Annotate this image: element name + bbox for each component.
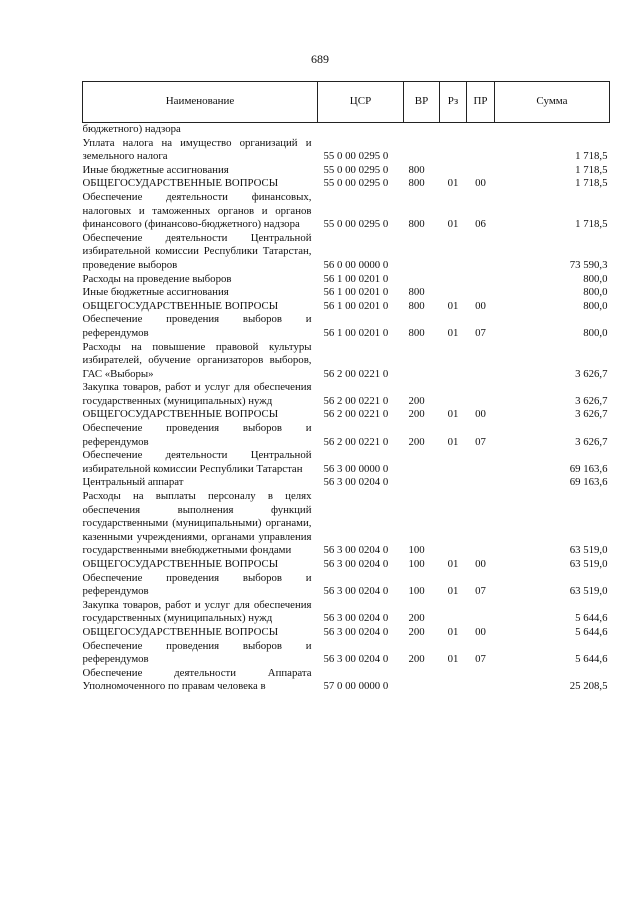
row-pr xyxy=(467,164,495,178)
row-rz xyxy=(440,137,467,164)
row-rz: 01 xyxy=(447,218,459,231)
row-sum: 63 519,0 xyxy=(569,585,608,598)
table-row xyxy=(83,572,610,599)
row-rz: 01 xyxy=(447,653,459,666)
table-row xyxy=(83,313,610,340)
row-pr: 00 xyxy=(475,558,486,570)
row-sum: 63 519,0 xyxy=(569,558,608,570)
row-vr: 800 xyxy=(408,326,425,339)
row-vr xyxy=(404,137,440,164)
row-rz: 01 xyxy=(447,558,459,570)
budget-table xyxy=(82,81,610,694)
row-sum: 5 644,6 xyxy=(575,625,608,638)
table-row xyxy=(83,273,610,287)
table-row xyxy=(83,341,610,382)
header-vr: ВР xyxy=(404,82,440,123)
table-row xyxy=(83,449,610,476)
row-name: Обеспечение деятельности Центральной избирательной комиссии Республики Татарстан, проведение выборов xyxy=(82,231,312,271)
row-vr xyxy=(404,667,440,694)
row-vr xyxy=(404,449,440,476)
row-pr xyxy=(467,286,495,300)
row-vr xyxy=(404,341,440,382)
row-name: ОБЩЕГОСУДАРСТВЕННЫЕ ВОПРОСЫ xyxy=(82,177,279,190)
row-rz xyxy=(440,476,467,490)
row-pr: 07 xyxy=(475,435,486,448)
row-csr: 56 3 00 0204 0 xyxy=(323,476,389,489)
row-vr: 200 xyxy=(408,612,425,625)
header-name: Наименование xyxy=(83,82,318,123)
row-vr: 800 xyxy=(408,177,425,190)
row-pr xyxy=(467,341,495,382)
row-name: бюджетного) надзора xyxy=(82,123,181,135)
row-sum: 800,0 xyxy=(583,286,608,299)
row-csr: 56 3 00 0204 0 xyxy=(323,585,389,598)
row-rz xyxy=(440,123,467,137)
table-row xyxy=(83,599,610,626)
row-vr: 800 xyxy=(408,299,425,312)
row-name: Расходы на проведение выборов xyxy=(82,272,232,285)
row-sum: 3 626,7 xyxy=(575,408,608,421)
row-vr: 100 xyxy=(408,544,425,557)
row-name: Закупка товаров, работ и услуг для обеспечения государственных (муниципальных) нужд xyxy=(82,598,312,625)
table-row xyxy=(83,123,610,137)
row-pr xyxy=(467,667,495,694)
row-pr xyxy=(467,476,495,490)
row-vr: 800 xyxy=(408,163,425,176)
row-csr: 56 2 00 0221 0 xyxy=(323,435,389,448)
row-name: ОБЩЕГОСУДАРСТВЕННЫЕ ВОПРОСЫ xyxy=(82,625,279,638)
row-name: Расходы на повышение правовой культуры избирателей, обучение организаторов выборов, ГАС «Выборы» xyxy=(82,340,312,380)
row-vr: 200 xyxy=(408,435,425,448)
table-row xyxy=(83,137,610,164)
row-pr xyxy=(467,273,495,287)
row-name: Обеспечение деятельности Центральной избирательной комиссии Республики Татарстан xyxy=(82,449,312,475)
row-pr: 07 xyxy=(475,653,486,666)
row-csr: 55 0 00 0295 0 xyxy=(323,218,389,231)
table-row xyxy=(83,300,610,314)
row-rz: 01 xyxy=(447,326,459,339)
row-vr xyxy=(404,273,440,287)
row-sum: 25 208,5 xyxy=(569,680,608,693)
row-rz xyxy=(440,232,467,273)
row-rz: 01 xyxy=(447,625,459,638)
row-name: Центральный аппарат xyxy=(82,476,184,489)
row-sum: 69 163,6 xyxy=(569,476,608,489)
row-vr: 200 xyxy=(408,653,425,666)
row-csr: 56 3 00 0204 0 xyxy=(323,625,389,638)
row-name: Закупка товаров, работ и услуг для обеспечения государственных (муниципальных) нужд xyxy=(82,381,312,407)
row-vr: 200 xyxy=(408,394,425,407)
row-name: Иные бюджетные ассигнования xyxy=(82,286,229,299)
row-vr xyxy=(404,123,440,137)
row-sum: 1 718,5 xyxy=(575,218,608,231)
header-csr: ЦСР xyxy=(318,82,404,123)
row-pr: 00 xyxy=(475,625,486,638)
row-csr: 57 0 00 0000 0 xyxy=(323,680,389,693)
row-rz xyxy=(440,286,467,300)
table-row xyxy=(83,490,610,558)
row-rz xyxy=(440,599,467,626)
row-sum: 800,0 xyxy=(583,272,608,285)
row-pr xyxy=(467,137,495,164)
header-pr: ПР xyxy=(467,82,495,123)
row-vr: 200 xyxy=(408,625,425,638)
row-name: ОБЩЕГОСУДАРСТВЕННЫЕ ВОПРОСЫ xyxy=(82,299,279,312)
table-row xyxy=(83,232,610,273)
row-csr: 55 0 00 0295 0 xyxy=(323,177,389,190)
row-name: ОБЩЕГОСУДАРСТВЕННЫЕ ВОПРОСЫ xyxy=(82,558,279,570)
header-row xyxy=(83,82,610,123)
row-rz xyxy=(440,667,467,694)
row-sum: 63 519,0 xyxy=(569,544,608,557)
row-vr xyxy=(404,476,440,490)
row-csr: 56 3 00 0000 0 xyxy=(323,462,389,475)
row-name: Обеспечение проведения выборов и референдумов xyxy=(82,571,312,598)
header-rz: Рз xyxy=(440,82,467,123)
row-rz xyxy=(440,341,467,382)
row-sum: 1 718,5 xyxy=(575,150,608,163)
row-rz: 01 xyxy=(447,585,459,598)
table-body xyxy=(83,123,610,694)
row-vr: 100 xyxy=(408,558,425,570)
page-number: 689 xyxy=(311,52,329,66)
row-name: Обеспечение проведения выборов и референдумов xyxy=(82,422,312,448)
row-rz: 01 xyxy=(447,177,459,190)
row-csr: 56 2 00 0221 0 xyxy=(323,367,389,380)
row-name: Обеспечение проведения выборов и референдумов xyxy=(82,639,312,666)
row-csr: 56 1 00 0201 0 xyxy=(323,272,389,285)
row-rz xyxy=(440,164,467,178)
row-csr: 56 3 00 0204 0 xyxy=(323,612,389,625)
table-row xyxy=(83,381,610,408)
row-csr: 55 0 00 0295 0 xyxy=(323,163,389,176)
row-rz xyxy=(440,273,467,287)
table-row xyxy=(83,558,610,572)
row-sum: 3 626,7 xyxy=(575,367,608,380)
row-sum: 3 626,7 xyxy=(575,394,608,407)
row-sum xyxy=(495,123,610,137)
row-csr: 56 2 00 0221 0 xyxy=(323,408,389,421)
row-name: Иные бюджетные ассигнования xyxy=(82,163,229,176)
row-rz xyxy=(440,490,467,558)
row-rz xyxy=(440,449,467,476)
table-row xyxy=(83,408,610,422)
row-pr xyxy=(467,490,495,558)
row-vr xyxy=(404,232,440,273)
row-pr: 06 xyxy=(475,218,486,231)
row-pr xyxy=(467,449,495,476)
row-name: Расходы на выплаты персоналу в целях обеспечения выполнения функций государственными (муниципальными) органами, казенными учреждениями, органами управления государственными внебюджетными фондами xyxy=(82,490,312,557)
row-name: Обеспечение проведения выборов и референдумов xyxy=(82,313,312,339)
table-row xyxy=(83,164,610,178)
row-rz: 01 xyxy=(447,435,459,448)
row-sum: 3 626,7 xyxy=(575,435,608,448)
row-sum: 1 718,5 xyxy=(575,177,608,190)
row-sum: 5 644,6 xyxy=(575,612,608,625)
row-sum: 800,0 xyxy=(583,299,608,312)
table-row xyxy=(83,476,610,490)
row-pr xyxy=(467,599,495,626)
row-csr xyxy=(318,123,404,137)
table-row xyxy=(83,626,610,640)
row-pr: 07 xyxy=(475,585,486,598)
table-header xyxy=(83,82,610,123)
row-sum: 5 644,6 xyxy=(575,653,608,666)
row-name: Обеспечение деятельности Аппарата Уполномоченного по правам человека в xyxy=(82,666,312,693)
row-pr: 00 xyxy=(475,299,486,312)
row-pr: 07 xyxy=(475,326,486,339)
row-vr: 800 xyxy=(408,218,425,231)
row-csr: 56 1 00 0201 0 xyxy=(323,326,389,339)
row-pr xyxy=(467,232,495,273)
table-row xyxy=(83,640,610,667)
row-rz xyxy=(440,381,467,408)
row-csr: 56 3 00 0204 0 xyxy=(323,558,389,570)
row-sum: 800,0 xyxy=(583,326,608,339)
row-csr: 56 2 00 0221 0 xyxy=(323,394,389,407)
row-pr xyxy=(467,381,495,408)
row-csr: 55 0 00 0295 0 xyxy=(323,150,389,163)
table-row xyxy=(83,177,610,191)
row-rz: 01 xyxy=(447,299,459,312)
row-csr: 56 1 00 0201 0 xyxy=(323,299,389,312)
table-row xyxy=(83,667,610,694)
row-sum: 69 163,6 xyxy=(569,462,608,475)
row-sum: 1 718,5 xyxy=(575,163,608,176)
row-sum: 73 590,3 xyxy=(569,258,608,271)
row-name: Уплата налога на имущество организаций и земельного налога xyxy=(82,136,312,163)
row-vr: 200 xyxy=(408,408,425,421)
row-csr: 56 3 00 0204 0 xyxy=(323,544,389,557)
row-vr: 800 xyxy=(408,286,425,299)
table-row xyxy=(83,191,610,232)
row-pr: 00 xyxy=(475,408,486,421)
row-name: ОБЩЕГОСУДАРСТВЕННЫЕ ВОПРОСЫ xyxy=(82,408,279,421)
row-csr: 56 1 00 0201 0 xyxy=(323,286,389,299)
table-row xyxy=(83,286,610,300)
row-csr: 56 0 00 0000 0 xyxy=(323,258,389,271)
row-name: Обеспечение деятельности финансовых, налоговых и таможенных органов и органов финансового (финансово-бюджетного) надзора xyxy=(82,190,312,231)
row-pr: 00 xyxy=(475,177,486,190)
table-row xyxy=(83,422,610,449)
header-sum: Сумма xyxy=(495,82,610,123)
row-pr xyxy=(467,123,495,137)
row-csr: 56 3 00 0204 0 xyxy=(323,653,389,666)
row-vr: 100 xyxy=(408,585,425,598)
row-rz: 01 xyxy=(447,408,459,421)
